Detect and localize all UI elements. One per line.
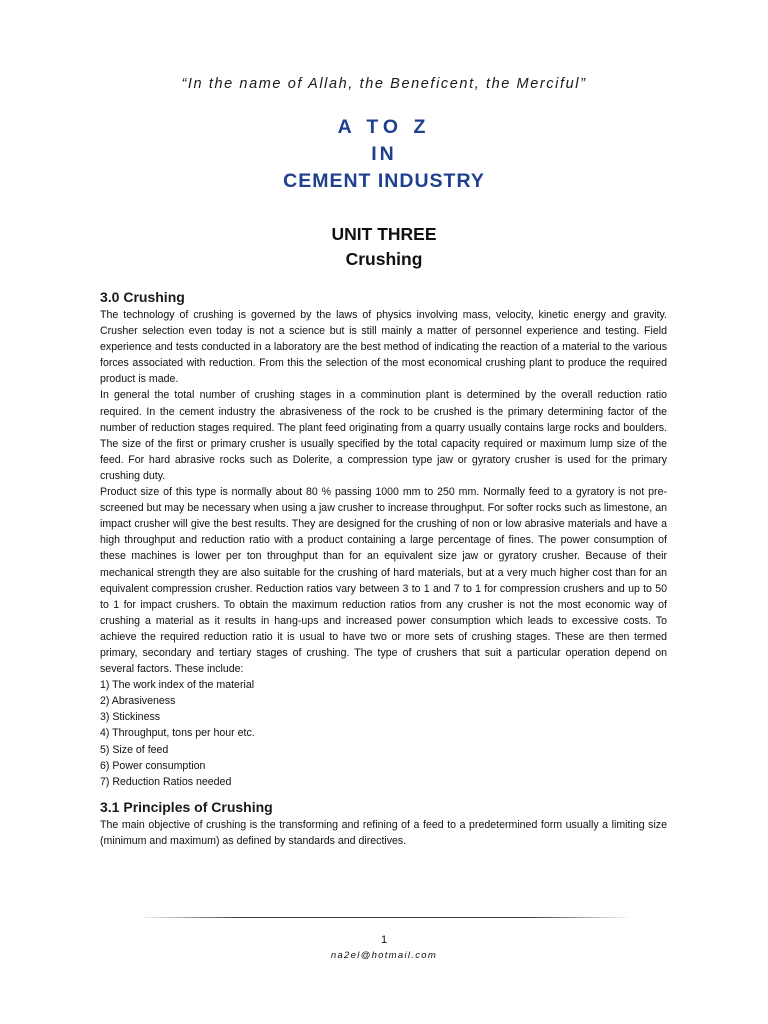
list-item: 5) Size of feed: [100, 743, 169, 756]
paragraph: In general the total number of crushing stages in a comminution plant is determined by the overall reduction ratio required. In the cement industry the abrasiveness of the rock to be crushed is the primary determining factor of the number of reduction stages required. The plant feed originating from a quarry usually contains large rocks and boulders. The size of the first or primary crusher is usually specified by the total capacity required or maximum lump size of the feed. For hard abrasive rocks such as Dolerite, a compression type jaw or gyratory crusher is used for the primary crushing duty.: [100, 389, 667, 482]
list-item: 6) Power consumption: [100, 759, 206, 772]
list-item: 1) The work index of the material: [100, 679, 255, 692]
footer-divider: [143, 917, 627, 918]
list-item: 2) Abrasiveness: [100, 695, 176, 708]
unit-topic: Crushing: [345, 249, 423, 269]
document-title: [0, 114, 768, 195]
title-line-2: IN: [371, 143, 397, 165]
document-body: [100, 288, 667, 849]
page-number: 1: [380, 934, 388, 946]
paragraph: The technology of crushing is governed by the laws of physics involving mass, velocity, kinetic energy and gravity. Crusher selection even today is not a science but is still mainly a matter of personnel experience and testing. Field experience and tests conducted in a laboratory are the best method of indicating the reaction of a material to the various forces associated with reduction. From this the selection of the most economical crushing plant to produce the required product is made.: [100, 309, 667, 386]
section-heading-3-1: 3.1 Principles of Crushing: [100, 798, 273, 815]
list-item: 7) Reduction Ratios needed: [100, 775, 232, 788]
title-line-1: A TO Z: [337, 116, 431, 138]
factors-list: [100, 677, 667, 790]
unit-heading: [0, 222, 768, 272]
section-heading-3-0: 3.0 Crushing: [100, 289, 185, 305]
list-item: 4) Throughput, tons per hour etc.: [100, 727, 255, 740]
footer-email: na2el@hotmail.com: [330, 950, 438, 961]
paragraph: Product size of this type is normally about 80 % passing 1000 mm to 250 mm. Normally feed to a gyratory is not pre-screened but may be necessary when using a jaw crusher to increase throughput. For softer rocks such as limestone, an impact crusher will give the best results. They are designed for the crushing of non or low abrasive materials and have a high throughput and reduction ratio with a product containing a large percentage of fines. The power consumption of these machines is lower per ton throughput than for an equivalent size jaw or gyratory crusher. Because of their mechanical strength they are also suitable for the crushing of hard materials, but at a very much higher cost than for an equivalent compression crusher. Reduction ratios vary between 3 to 1 and 7 to 1 for compression crushers and up to 50 to 1 for impact crushers. To obtain the maximum reduction ratios from any crusher is not the most economic way of crushing a material as it results in hang-ups and increased power consumption which leads to excessive costs. To achieve the required reduction ratio it is usual to have two or more sets of crushing stages. These are then termed primary, secondary and tertiary stages of crushing. The type of crushers that suit a particular operation depend on several factors. These include:: [100, 486, 667, 676]
unit-label: UNIT THREE: [331, 224, 437, 244]
title-line-3: CEMENT INDUSTRY: [283, 170, 485, 192]
invocation-line: “In the name of Allah, the Beneficent, the Merciful”: [181, 76, 587, 92]
list-item: 3) Stickiness: [100, 711, 161, 724]
paragraph: The main objective of crushing is the transforming and refining of a feed to a predetermined form usually a limiting size (minimum and maximum) as defined by standards and directives.: [100, 818, 667, 847]
